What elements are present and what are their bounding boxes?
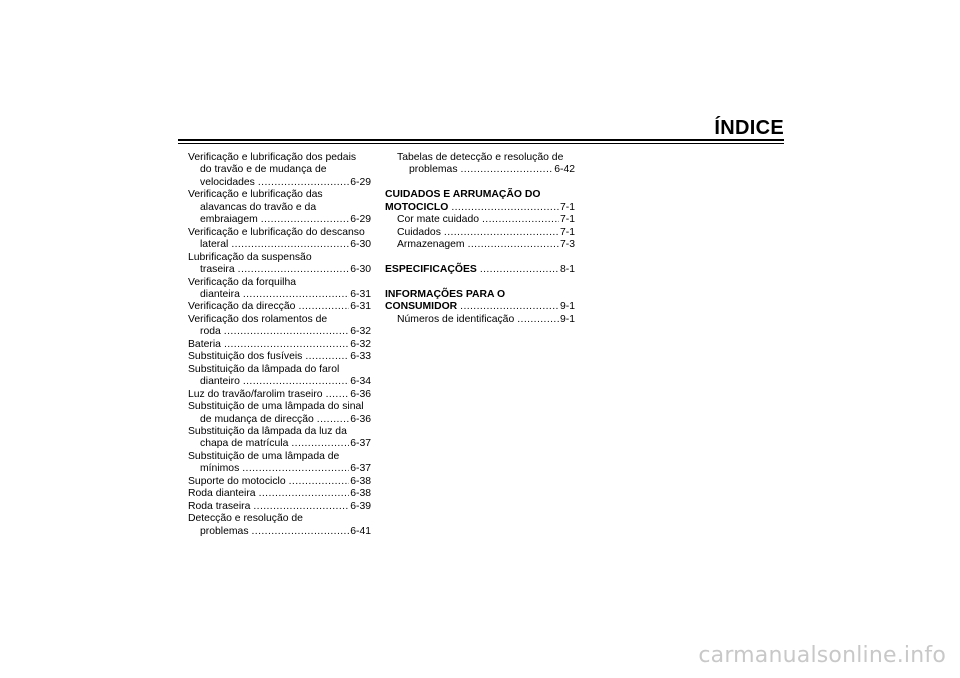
toc-page-number: 6-36: [350, 413, 371, 425]
leader-dots: [252, 526, 350, 538]
toc-entry[interactable]: [188, 476, 371, 488]
toc-entry[interactable]: [188, 152, 371, 189]
toc-entry-text: Substituição de uma lâmpada de: [188, 450, 340, 462]
toc-page-number: 6-32: [350, 326, 371, 338]
toc-page-number: 6-39: [350, 500, 371, 512]
toc-entry[interactable]: [188, 389, 371, 401]
toc-entry[interactable]: [188, 426, 371, 451]
toc-page-number: 6-37: [350, 463, 371, 475]
toc-entry-text: Suporte do motociclo: [188, 475, 286, 487]
toc-entry-text: Substituição dos fusíveis: [188, 351, 303, 363]
leader-dots: [231, 239, 349, 251]
toc-entry-text: Roda traseira: [188, 500, 251, 512]
leader-dots: [444, 227, 559, 239]
toc-entry-text: Lubrificação da suspensão: [188, 251, 312, 263]
toc-entry[interactable]: [385, 239, 575, 251]
toc-entry-text: roda: [200, 326, 221, 338]
toc-entry-text: Verificação da forquilha: [188, 276, 297, 288]
toc-entry-text: Armazenagem: [397, 239, 465, 251]
leader-dots: [480, 264, 559, 276]
toc-entry-text: traseira: [200, 264, 235, 276]
leader-dots: [461, 164, 554, 176]
toc-entry[interactable]: [188, 351, 371, 363]
toc-entry[interactable]: [188, 301, 371, 313]
toc-page-number: 6-41: [350, 525, 371, 537]
toc-entry[interactable]: [385, 314, 575, 326]
toc-entry-text: Detecção e resolução de: [188, 513, 303, 525]
header-rule: [178, 139, 784, 141]
leader-dots: [298, 301, 349, 313]
toc-entry-text: problemas: [200, 525, 249, 537]
toc-page-number: 8-1: [559, 264, 575, 276]
toc-entry[interactable]: [188, 451, 371, 476]
leader-dots: [242, 463, 349, 475]
toc-entry[interactable]: [188, 189, 371, 226]
header-rule-thin: [178, 143, 784, 144]
leader-dots: [517, 314, 559, 326]
toc-page-number: 7-1: [559, 214, 575, 226]
page-title: ÍNDICE: [714, 117, 784, 139]
leader-dots: [317, 414, 349, 426]
leader-dots: [261, 214, 349, 226]
toc-entry-text: Verificação e lubrificação das: [188, 189, 323, 201]
toc-entry[interactable]: [385, 152, 575, 177]
toc-entry-text: alavancas do travão e da: [200, 201, 317, 213]
toc-chapter-heading[interactable]: [385, 189, 575, 214]
toc-entry-text: embraiagem: [200, 214, 258, 226]
leader-dots: [305, 351, 349, 363]
toc-page-number: 9-1: [559, 301, 575, 313]
toc-entry-text: Tabelas de detecção e resolução de: [397, 152, 564, 163]
toc-page-number: 6-38: [350, 475, 371, 487]
toc-page-number: 6-29: [350, 214, 371, 226]
toc-page-number: 6-38: [350, 488, 371, 500]
toc-entry-text: Substituição de uma lâmpada do sinal: [188, 401, 364, 413]
toc-entry-text: problemas: [409, 164, 458, 176]
toc-entry[interactable]: [188, 252, 371, 277]
toc-entry[interactable]: [188, 227, 371, 252]
toc-page-number: 6-37: [350, 438, 371, 450]
leader-dots: [460, 301, 559, 313]
toc-entry-text: Luz do travão/farolim traseiro: [188, 388, 323, 400]
toc-entry[interactable]: [188, 488, 371, 500]
leader-dots: [482, 214, 559, 226]
toc-page-number: 6-34: [350, 376, 371, 388]
toc-right-column: [385, 152, 575, 326]
chapter-title: CONSUMIDOR: [385, 301, 458, 313]
chapter-title: MOTOCICLO: [385, 201, 449, 213]
leader-dots: [289, 476, 350, 488]
toc-entry-text: Verificação e lubrificação dos pedais: [188, 152, 357, 163]
chapter-title: CUIDADOS E ARRUMAÇÃO DO: [385, 189, 541, 201]
toc-page-number: 9-1: [559, 313, 575, 325]
leader-dots: [291, 438, 349, 450]
toc-entry-text: dianteira: [200, 288, 240, 300]
toc-entry-text: do travão e de mudança de: [200, 164, 327, 176]
leader-dots: [451, 202, 559, 214]
leader-dots: [259, 488, 350, 500]
toc-entry[interactable]: [188, 339, 371, 351]
toc-page-number: 6-31: [350, 301, 371, 313]
toc-entry-text: dianteiro: [200, 376, 240, 388]
toc-page-number: 6-42: [554, 164, 575, 176]
toc-entry-text: Verificação dos rolamentos de: [188, 313, 328, 325]
toc-entry-text: lateral: [200, 239, 229, 251]
toc-entry-text: Cor mate cuidado: [397, 214, 480, 226]
leader-dots: [238, 264, 350, 276]
toc-page-number: 7-1: [559, 201, 575, 213]
toc-entry[interactable]: [188, 401, 371, 426]
toc-entry-text: chapa de matrícula: [200, 438, 289, 450]
toc-entry[interactable]: [385, 214, 575, 226]
toc-entry-text: velocidades: [200, 176, 255, 188]
toc-page-number: 6-30: [350, 239, 371, 251]
toc-entry-text: Bateria: [188, 338, 221, 350]
leader-dots: [243, 376, 349, 388]
toc-entry-text: Cuidados: [397, 226, 441, 238]
toc-left-column: [188, 152, 371, 538]
toc-entry-text: Verificação e lubrificação do descanso: [188, 226, 365, 238]
toc-entry[interactable]: [385, 227, 575, 239]
toc-page-number: 6-33: [350, 351, 371, 363]
leader-dots: [326, 389, 350, 401]
toc-entry-text: Substituição da lâmpada do farol: [188, 363, 340, 375]
toc-entry-text: Verificação da direcção: [188, 301, 296, 313]
toc-entry[interactable]: [188, 314, 371, 339]
toc-page-number: 6-36: [350, 388, 371, 400]
toc-entry-text: Roda dianteira: [188, 488, 256, 500]
toc-entry[interactable]: [188, 277, 371, 302]
toc-entry-text: de mudança de direcção: [200, 413, 314, 425]
leader-dots: [224, 326, 349, 338]
toc-page-number: 6-30: [350, 264, 371, 276]
toc-page-number: 7-3: [559, 239, 575, 251]
watermark: carmanualsonline.info: [698, 643, 946, 668]
chapter-title: INFORMAÇÕES PARA O: [385, 288, 506, 300]
toc-page-number: 7-1: [559, 226, 575, 238]
toc-entry[interactable]: [188, 364, 371, 389]
toc-entry-text: Substituição da lâmpada da luz da: [188, 425, 347, 437]
leader-dots: [468, 239, 559, 251]
toc-chapter-heading[interactable]: [385, 289, 575, 314]
toc-entry-text: mínimos: [200, 463, 240, 475]
chapter-title: ESPECIFICAÇÕES: [385, 264, 477, 276]
leader-dots: [253, 501, 349, 513]
toc-page-number: 6-31: [350, 288, 371, 300]
leader-dots: [224, 339, 349, 351]
leader-dots: [258, 177, 349, 189]
leader-dots: [243, 289, 349, 301]
toc-page-number: 6-32: [350, 338, 371, 350]
toc-page-number: 6-29: [350, 176, 371, 188]
toc-entry[interactable]: [188, 501, 371, 513]
toc-chapter-heading[interactable]: [385, 264, 575, 276]
toc-entry-text: Números de identificação: [397, 313, 515, 325]
toc-entry[interactable]: [188, 513, 371, 538]
